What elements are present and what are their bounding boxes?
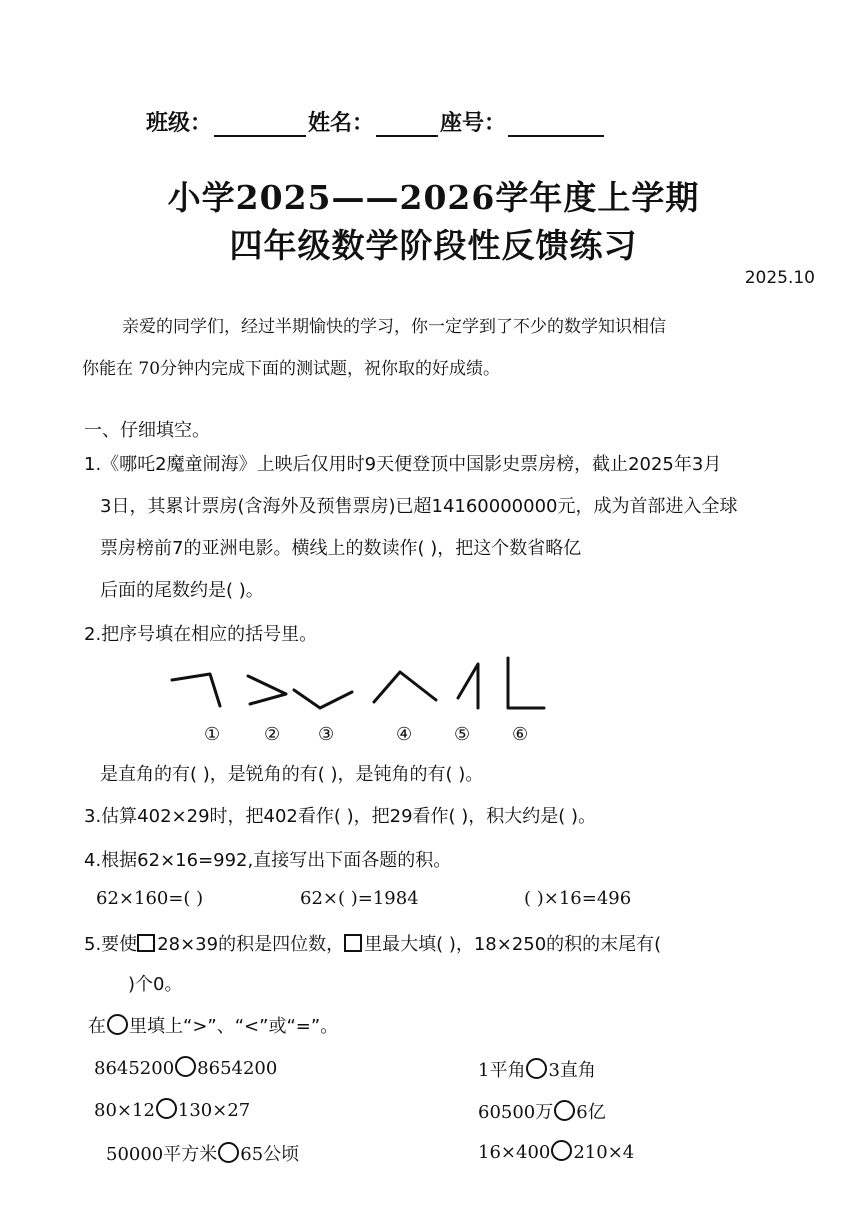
q2-answer-line: 是直角的有( )，是锐角的有( )，是钝角的有( )。: [100, 764, 484, 785]
seat-label: 座号：: [440, 111, 507, 136]
compare-right: 65公顷: [240, 1144, 300, 1165]
compare-circle[interactable]: [526, 1058, 547, 1079]
compare-right: 3直角: [548, 1060, 596, 1081]
section1-title: 一、仔细填空。: [84, 420, 210, 441]
compare-circle[interactable]: [551, 1140, 572, 1161]
compare-right: 210×4: [573, 1142, 635, 1163]
compare-circle[interactable]: [175, 1056, 196, 1077]
seat-blank[interactable]: [508, 113, 604, 137]
exam-title-line1: 小学2025——2026学年度上学期: [167, 178, 700, 217]
q1-line3: 票房榜前7的亚洲电影。横线上的数读作( )，把这个数省略亿: [100, 538, 582, 559]
compare-right: 130×27: [177, 1100, 251, 1121]
q5-part2: 28×39的积是四位数，: [157, 934, 345, 955]
compare-item: [478, 1140, 634, 1163]
angle-figure-2: [248, 676, 286, 704]
q4-item-c: ( )×16=496: [524, 888, 632, 909]
q1-line4: 后面的尾数约是( )。: [100, 580, 264, 601]
angle-label-4: ④: [396, 724, 413, 745]
compare-left: 8645200: [94, 1058, 175, 1079]
exam-date: 2025.10: [744, 268, 815, 288]
q2-line1: 2.把序号填在相应的括号里。: [84, 624, 318, 645]
angle-figure-4: [374, 672, 436, 702]
compare-item: [478, 1098, 606, 1124]
compare-circle[interactable]: [156, 1098, 177, 1119]
angle-figures: [160, 650, 560, 720]
q4-item-a: 62×160=( ): [96, 888, 204, 909]
circle-icon: [107, 1014, 128, 1035]
compare-item: [478, 1056, 596, 1082]
compare-right: 6亿: [576, 1102, 606, 1123]
square-box-icon: [344, 934, 362, 952]
angle-figure-5: [458, 664, 478, 708]
compare-left: 16×400: [478, 1142, 551, 1163]
intro-line1: 亲爱的同学们，经过半期愉快的学习，你一定学到了不少的数学知识相信: [122, 317, 666, 337]
class-blank[interactable]: [214, 113, 306, 137]
angle-label-1: ①: [204, 724, 221, 745]
compare-item: [106, 1140, 299, 1166]
angle-figure-1: [172, 674, 220, 706]
q6-prefix: 在: [88, 1016, 106, 1037]
compare-left: 60500万: [478, 1102, 554, 1123]
q3-line1: 3.估算402×29时，把402看作( )，把29看作( )，积大约是( )。: [84, 806, 597, 827]
q1-line2: 3日，其累计票房(含海外及预售票房)已超14160000000元，成为首部进入全球: [100, 496, 738, 517]
compare-left: 1平角: [478, 1060, 526, 1081]
q1-line1: 1.《哪吒2魔童闹海》上映后仅用时9天便登顶中国影史票房榜，截止2025年3月: [84, 454, 722, 475]
q5-part3: 里最大填( )，18×250的积的末尾有(: [364, 934, 662, 955]
compare-item: [94, 1098, 250, 1121]
q4-item-b: 62×( )=1984: [300, 888, 419, 909]
compare-circle[interactable]: [218, 1142, 239, 1163]
q5-line1: [84, 930, 661, 956]
q6-instruction: [88, 1012, 338, 1038]
angle-label-5: ⑤: [454, 724, 471, 745]
angle-figure-3: [294, 690, 352, 708]
angle-figure-6: [508, 658, 544, 708]
compare-left: 80×12: [94, 1100, 155, 1121]
compare-left: 50000平方米: [106, 1144, 218, 1165]
compare-circle[interactable]: [554, 1100, 575, 1121]
compare-right: 8654200: [197, 1058, 278, 1079]
class-label: 班级：: [146, 111, 213, 136]
angle-label-6: ⑥: [512, 724, 529, 745]
q6-suffix: 里填上“>”、“<”或“=”。: [129, 1016, 339, 1037]
angle-label-3: ③: [318, 724, 335, 745]
q4-line1: 4.根据62×16=992,直接写出下面各题的积。: [84, 850, 452, 871]
exam-title-line2: 四年级数学阶段性反馈练习: [229, 226, 638, 265]
name-blank[interactable]: [376, 113, 438, 137]
q5-part1: 5.要使: [84, 934, 138, 955]
square-box-icon: [137, 934, 155, 952]
intro-line2: 你能在 70分钟内完成下面的测试题，祝你取的好成绩。: [82, 359, 501, 379]
angle-label-2: ②: [264, 724, 281, 745]
compare-item: [94, 1056, 277, 1079]
q5-line2: )个0。: [128, 974, 183, 995]
student-info-header: [146, 106, 606, 137]
name-label: 姓名：: [308, 111, 375, 136]
